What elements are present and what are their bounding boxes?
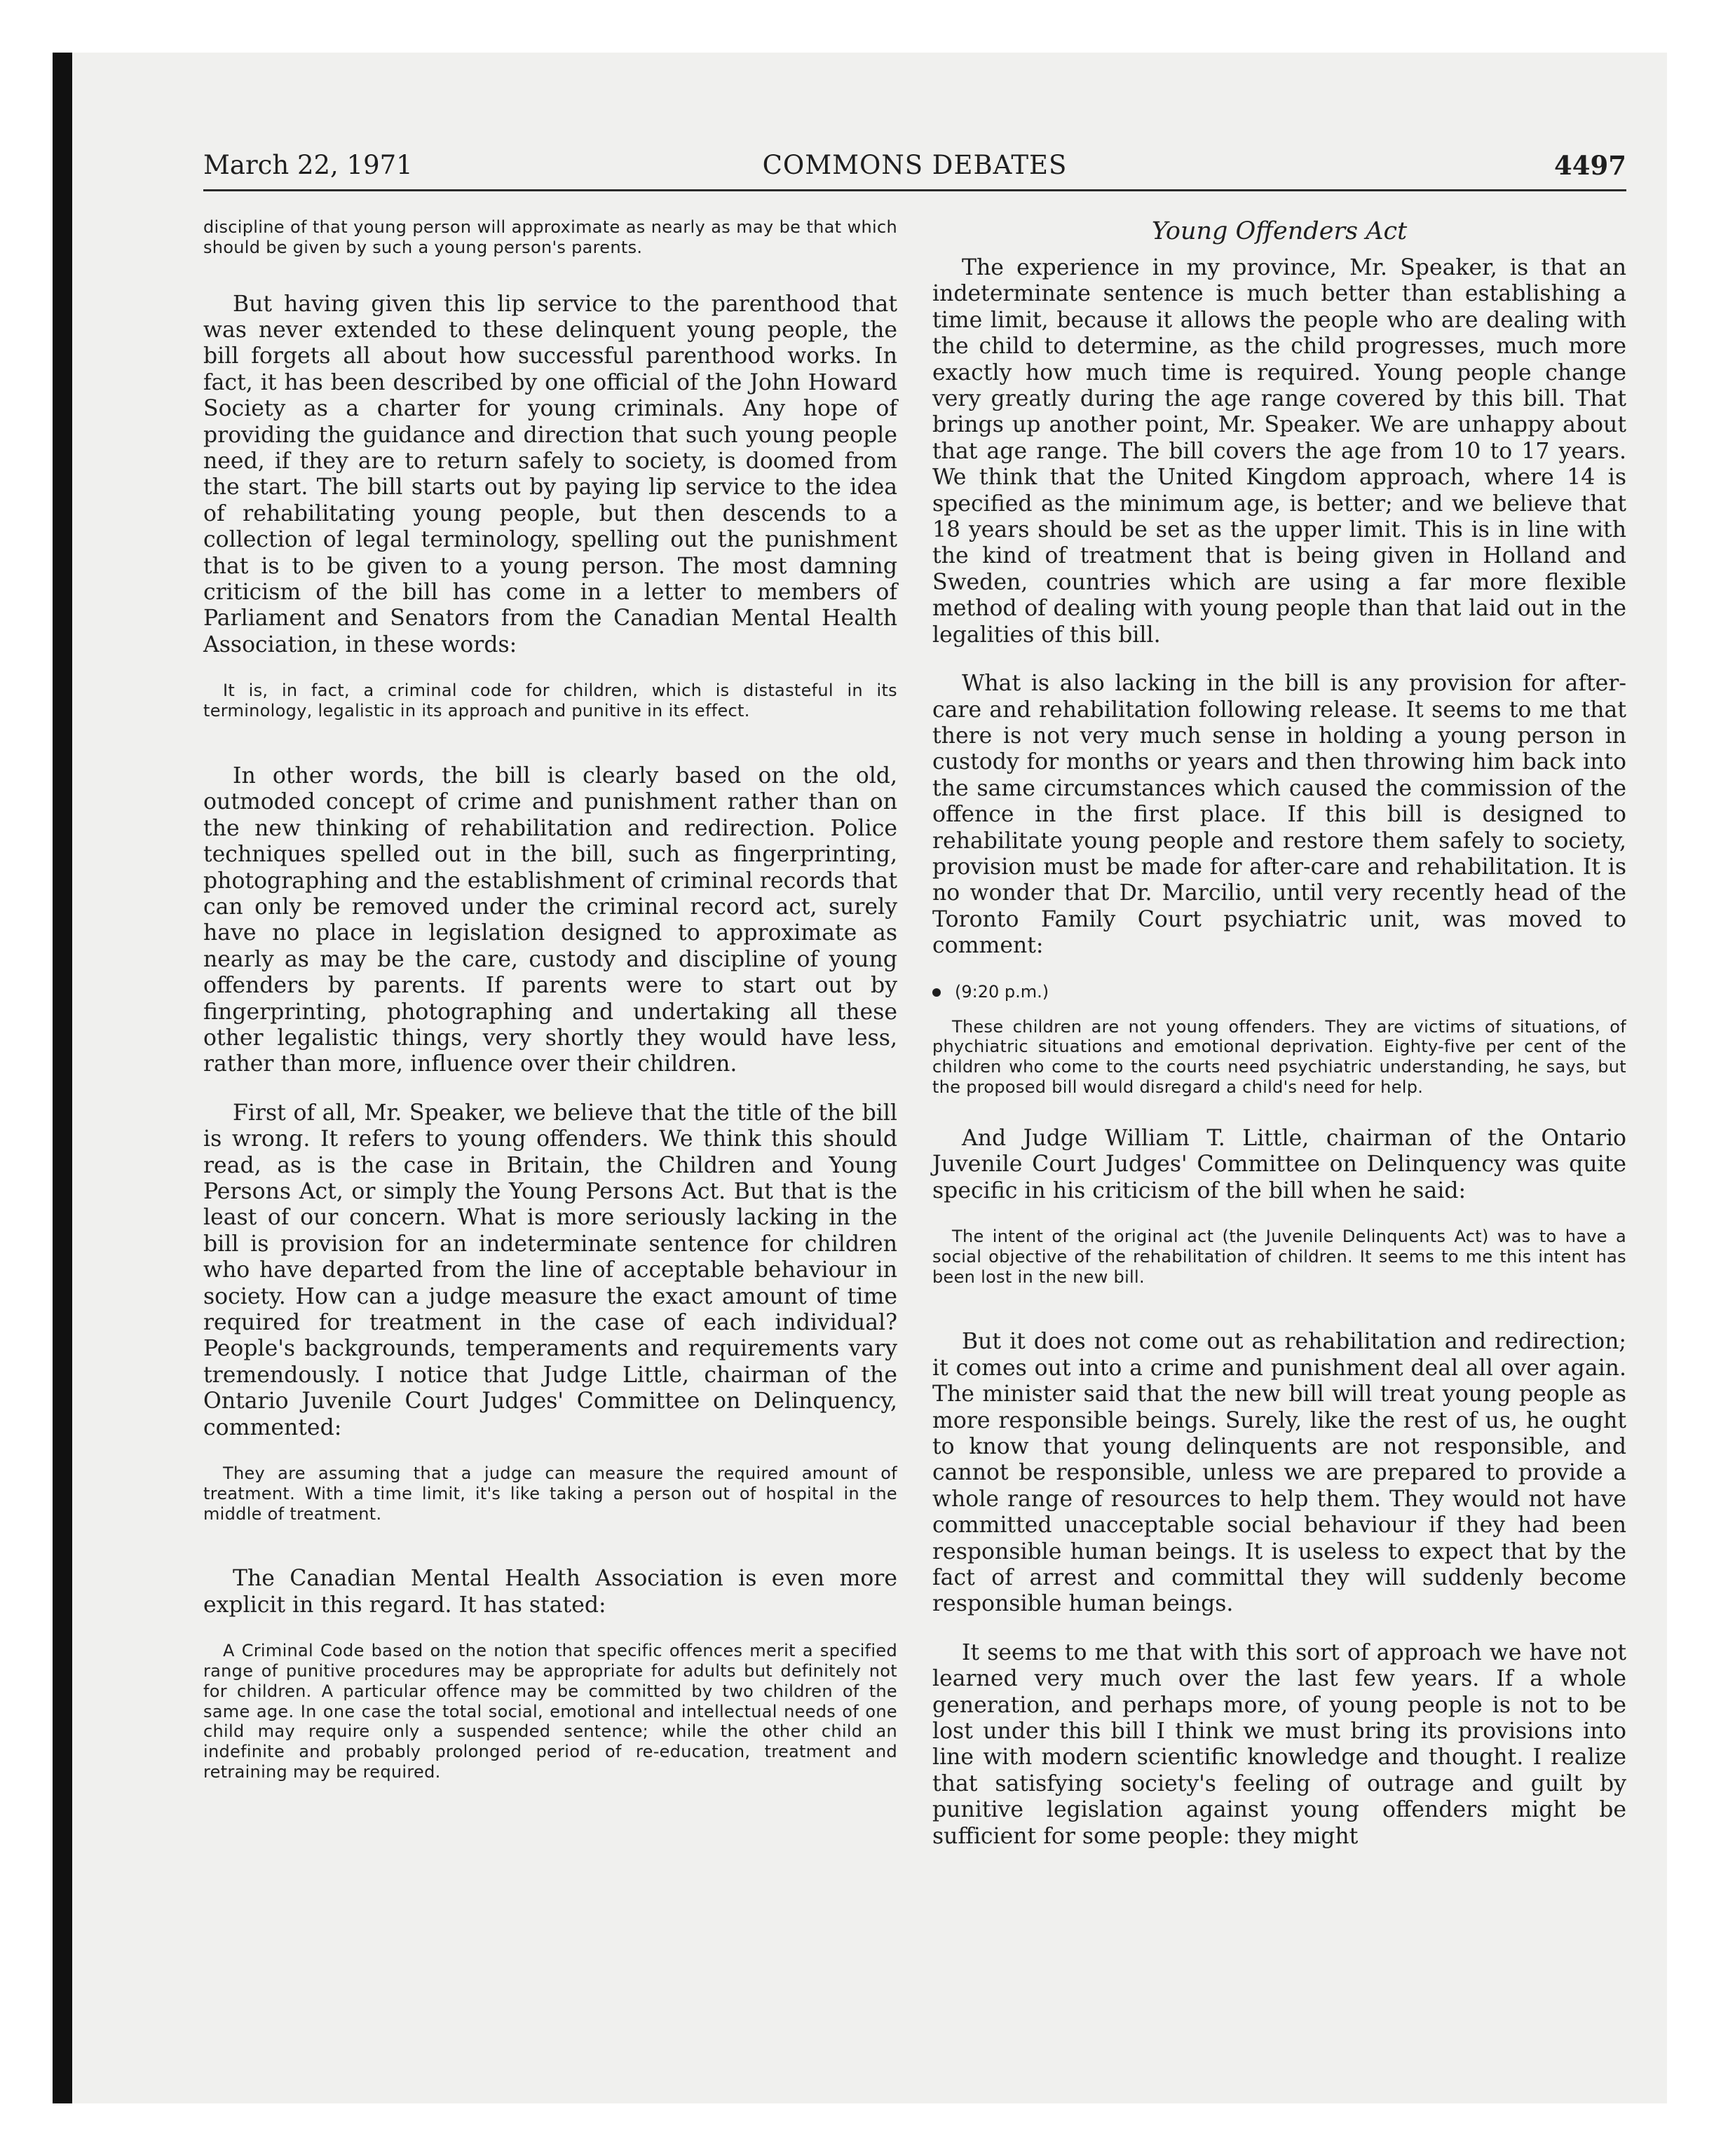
quote-continuation: discipline of that young person will approximate as nearly as may be that which should be given by such a young person's parents. [203, 217, 897, 257]
paragraph: In other words, the bill is clearly based on the old, outmoded concept of crime and punishment rather than on the new thinking of rehabilitation and redirection. Police techniques spelled out in the bill, such as fingerprinting, photographing and the establishment of criminal records that can only be removed under the criminal record act, surely have no place in legislation designed to approximate as nearly as may be the care, custody and discipline of young offenders by parents. If parents were to start out by fingerprinting, photographing and undertaking all these other legalistic things, very shortly they would have less, rather than more, influence over their children. [203, 763, 897, 1077]
section-title: Young Offenders Act [1151, 217, 1408, 245]
block-quote: A Criminal Code based on the notion that specific offences merit a specified range of punitive procedures may be appropriate for adults but definitely not for children. A particular offence may be committed by two children of the same age. In one case the total social, emotional and intellectual needs of one child may require only a suspended sentence; while the other child an indefinite and probably prolonged period of re-education, treatment and retraining may be required. [203, 1641, 897, 1782]
paragraph: It seems to me that with this sort of approach we have not learned very much over the last few years. If a whole generation, and perhaps more, of young people is not to be lost under this bill I think we must bring its provisions into line with modern scientific knowledge and thought. I realize that satisfying society's feeling of outrage and guilt by punitive legislation against young offenders might be sufficient for some people: they might [932, 1639, 1626, 1849]
left-column [203, 217, 897, 1810]
paragraph: The Canadian Mental Health Association is even more explicit in this regard. It has stated: [203, 1566, 897, 1618]
paragraph: But it does not come out as rehabilitation and redirection; it comes out into a crime and punishment deal all over again. The minister said that the new bill will treat young people as more responsible beings. Surely, like the rest of us, he ought to know that young delinquents are not responsible, and cannot be responsible, unless we are prepared to provide a whole range of resources to help them. They would not have committed unacceptable social behaviour if they had been responsible human beings. It is useless to expect that by the fact of arrest and committal they will suddenly become responsible human beings. [932, 1329, 1626, 1617]
paragraph: But having given this lip service to the parenthood that was never extended to these delinquent young people, the bill forgets all about how successful parenthood works. In fact, it has been described by one official of the John Howard Society as a charter for young criminals. Any hope of providing the guidance and direction that such young people need, if they are to return safely to society, is doomed from the start. The bill starts out by paying lip service to the idea of rehabilitating young people, but then descends to a collection of legal terminology, spelling out the punishment that is to be given to a young person. The most damning criticism of the bill has come in a letter to members of Parliament and Senators from the Canadian Mental Health Association, in these words: [203, 291, 897, 657]
paragraph: First of all, Mr. Speaker, we believe that the title of the bill is wrong. It refers to young offenders. We think this should read, as is the case in Britain, the Children and Young Persons Act, or simply the Young Persons Act. But that is the least of our concern. What is more seriously lacking in the bill is provision for an indeterminate sentence for children who have departed from the line of acceptable behaviour in society. How can a judge measure the exact amount of time required for treatment in the case of each individual? People's backgrounds, temperaments and requirements vary tremendously. I notice that Judge Little, chairman of the Ontario Juvenile Court Judges' Committee on Delinquency, commented: [203, 1100, 897, 1440]
block-quote: These children are not young offenders. They are victims of situations, of phychiatric situations and emotional deprivation. Eighty-five per cent of the children who come to the courts need psychiatric understanding, he says, but the proposed bill would disregard a child's need for help. [932, 1016, 1626, 1097]
block-quote: They are assuming that a judge can measure the required amount of treatment. With a time limit, it's like taking a person out of hospital in the middle of treatment. [203, 1464, 897, 1524]
bullet-icon [932, 988, 941, 997]
page-header [203, 150, 1626, 191]
timestamp [932, 982, 1626, 1002]
block-quote: It is, in fact, a criminal code for children, which is distasteful in its terminology, legalistic in its approach and punitive in its effect. [203, 681, 897, 721]
paragraph: The experience in my province, Mr. Speaker, is that an indeterminate sentence is much better than establishing a time limit, because it allows the people who are dealing with the child to determine, as the child progresses, much more exactly how much time is required. Young people change very greatly during the age range covered by this bill. That brings up another point, Mr. Speaker. We are unhappy about that age range. The bill covers the age from 10 to 17 years. We think that the United Kingdom approach, where 14 is specified as the minimum age, is better; and we believe that 18 years should be set as the upper limit. This is in line with the kind of treatment that is being given in Holland and Sweden, countries which are using a far more flexible method of dealing with young people than that laid out in the legalities of this bill. [932, 255, 1626, 648]
paragraph: And Judge William T. Little, chairman of the Ontario Juvenile Court Judges' Committee on Delinquency was quite specific in his criticism of the bill when he said: [932, 1125, 1626, 1203]
header-publication: COMMONS DEBATES [762, 150, 1068, 180]
header-page-number: 4497 [1554, 150, 1626, 181]
timestamp-text: (9:20 p.m.) [955, 981, 1049, 1002]
block-quote: The intent of the original act (the Juvenile Delinquents Act) was to have a social objective of the rehabilitation of children. It seems to me this intent has been lost in the new bill. [932, 1226, 1626, 1287]
right-column [932, 217, 1626, 1872]
header-date: March 22, 1971 [203, 150, 413, 180]
paragraph: What is also lacking in the bill is any provision for after-care and rehabilitation following release. It seems to me that there is not very much sense in holding a young person in custody for months or years and then throwing him back into the same circumstances which caused the commission of the offence in the first place. If this bill is designed to rehabilitate young people and restore them safely to society, provision must be made for after-care and rehabilitation. It is no wonder that Dr. Marcilio, until very recently head of the Toronto Family Court psychiatric unit, was moved to comment: [932, 671, 1626, 959]
scan-edge-bar [53, 53, 72, 2103]
